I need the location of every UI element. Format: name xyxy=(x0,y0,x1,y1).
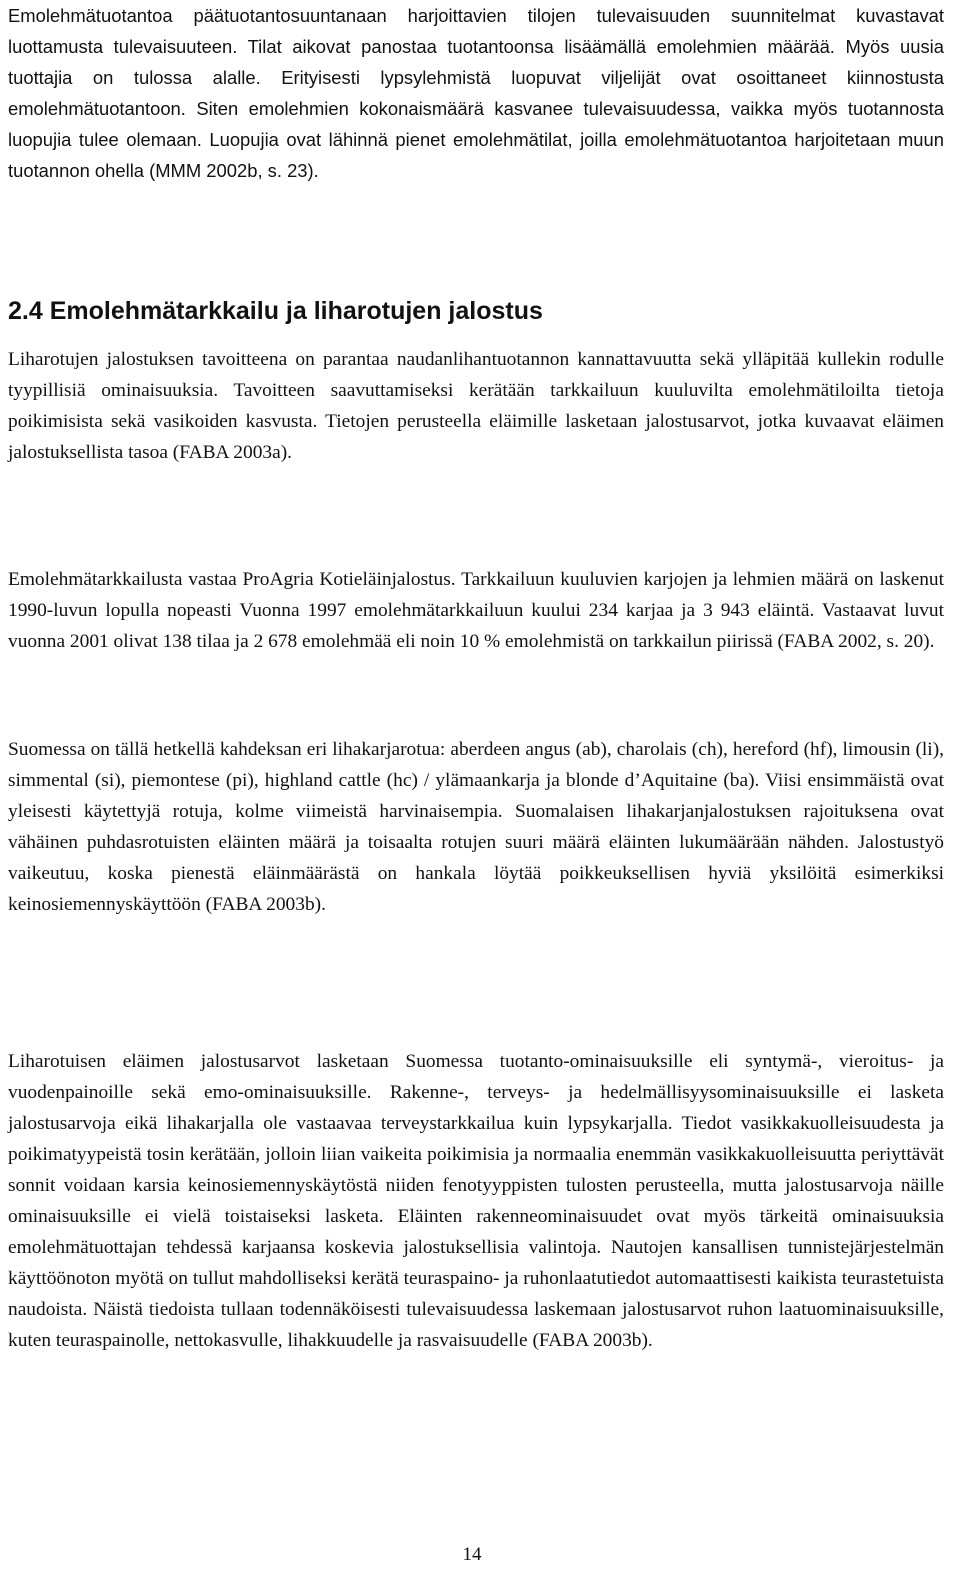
page-number: 14 xyxy=(462,1544,482,1565)
paragraph-future-outlook: Emolehmätuotantoa päätuotantosuuntanaan harjoittavien tilojen tulevaisuuden suunnitelmat kuvastavat luottamusta tulevaisuuteen. Tilat aikovat panostaa tuotantoonsa lisäämällä emolehmien määrää. Myös uusia tuottajia on tulossa alalle. Erityisesti lypsylehmistä luopuvat viljelijät ovat osoittaneet kiinnostusta emolehmätuotantoon. Siten emolehmien kokonaismäärä kasvanee tulevaisuudessa, vaikka myös tuotannosta luopujia tulee olemaan. Luopujia ovat lähinnä pienet emolehmätilat, joilla emolehmätuotantoa harjoitetaan muun tuotannon ohella (MMM 2002b, s. 23). xyxy=(8,5,944,181)
section-heading: 2.4 Emolehmätarkkailu ja liharotujen jalostus xyxy=(8,297,543,325)
paragraph-breeding-goals: Liharotujen jalostuksen tavoitteena on parantaa naudanlihantuotannon kannattavuutta sekä ylläpitää kullekin rodulle tyypillisiä ominaisuuksia. Tavoitteen saavuttamiseksi kerätään tarkkailuun kuuluvilta emolehmätiloilta tietoja poikimisista sekä vasikoiden kasvusta. Tietojen perusteella eläimille lasketaan jalostusarvot, jotka kuvaavat eläimen jalostuksellista tasoa (FABA 2003a). xyxy=(8,349,944,463)
paragraph-breeding-values: Liharotuisen eläimen jalostusarvot lasketaan Suomessa tuotanto-ominaisuuksille eli syntymä-, vieroitus- ja vuodenpainoille sekä emo-ominaisuuksille. Rakenne-, terveys- ja hedelmällisyysominaisuuksille ei lasketa jalostusarvoja eikä lihakarjalla ole vastaavaa terveystarkkailua kuin lypsykarjalla. Tiedot vasikkakuolleisuudesta ja poikimatyypeistä tosin kerätään, jolloin liian vaikeita poikimisia ja normaalia enemmän vasikkakuolleisuutta periyttävät sonnit voidaan karsia keinosiemennyskäytöstä niiden fenotyyppisten tulosten perusteella, mutta jalostusarvoja näille ominaisuuksille ei vielä toistaiseksi lasketa. Eläinten rakenneominaisuudet ovat myös tärkeitä ominaisuuksia emolehmätuottajan tehdessä karjaansa koskevia jalostuksellisia valintoja. Nautojen kansallisen tunnistejärjestelmän käyttöönoton myötä on tullut mahdolliseksi kerätä teuraspaino- ja ruhonlaatutiedot automaattisesti kaikista teurastetuista naudoista. Näistä tiedoista tullaan todennäköisesti tulevaisuudessa laskemaan jalostusarvot ruhon laatuominaisuuksille, kuten teuraspainolle, nettokasvulle, lihakkuudelle ja rasvaisuudelle (FABA 2003b). xyxy=(8,1051,944,1351)
paragraph-beef-breeds: Suomessa on tällä hetkellä kahdeksan eri lihakarjarotua: aberdeen angus (ab), charolais (ch), hereford (hf), limousin (li), simmental (si), piemontese (pi), highland cattle (hc) / ylämaankarja ja blonde d’Aquitaine (ba). Viisi ensimmäistä ovat yleisesti käytettyjä rotuja, kolme viimeistä harvinaisempia. Suomalaisen lihakarjanjalostuksen rajoituksena ovat vähäinen puhdasrotuisten eläinten määrä ja toisaalta rotujen suuri määrä eläinten lukumäärään nähden. Jalostustyö vaikeutuu, koska pienestä eläinmäärästä on hankala löytää poikkeuksellisen hyviä yksilöitä esimerkiksi keinosiemennyskäyttöön (FABA 2003b). xyxy=(8,739,944,915)
paragraph-recording-statistics: Emolehmätarkkailusta vastaa ProAgria Kotieläinjalostus. Tarkkailuun kuuluvien karjojen ja lehmien määrä on laskenut 1990-luvun lopulla nopeasti Vuonna 1997 emolehmätarkkailuun kuului 234 karjaa ja 3 943 eläintä. Vastaavat luvut vuonna 2001 olivat 138 tilaa ja 2 678 emolehmää eli noin 10 % emolehmistä on tarkkailun piirissä (FABA 2002, s. 20). xyxy=(8,569,944,652)
